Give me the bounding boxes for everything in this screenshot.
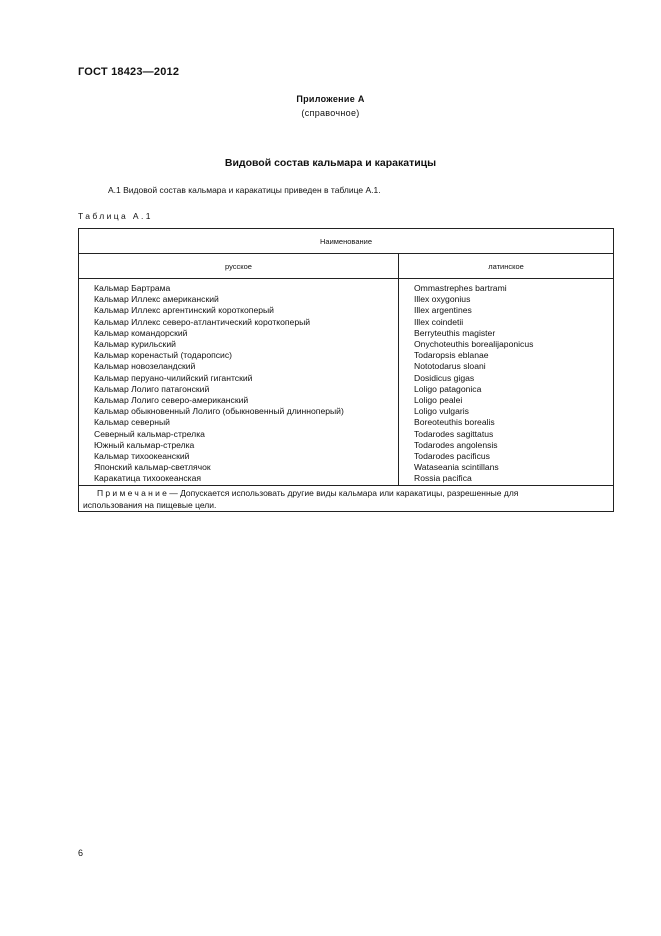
note-label: Примечание — [97, 488, 170, 498]
table-row-latin: Todarodes pacificus — [414, 451, 490, 462]
appendix-title: Приложение А — [296, 94, 365, 104]
table-row-latin: Loligo patagonica — [414, 383, 482, 394]
table-row-russian: Кальмар Иллекс аргентинский короткоперый — [94, 305, 274, 316]
table-row-latin: Illex argentines — [414, 305, 472, 316]
table-caption: Таблица А.1 — [78, 211, 153, 221]
table-row-latin: Ommastrephes bartrami — [414, 283, 507, 293]
table-row-russian: Кальмар Иллекс американский — [94, 294, 219, 305]
table-row-russian: Кальмар Бартрама — [94, 283, 171, 293]
table-row-latin: Illex coindetii — [414, 316, 464, 327]
table-row-russian: Кальмар обыкновенный Лолиго (обыкновенный длинноперый) — [94, 406, 344, 417]
table-row-russian: Кальмар северный — [94, 417, 170, 428]
appendix-subtitle: (справочное) — [301, 108, 360, 118]
latin-names-list — [414, 283, 533, 485]
table-row-latin: Rossia pacifica — [414, 473, 472, 484]
table-row-russian: Кальмар Лолиго северо-американский — [94, 395, 249, 406]
table-row-latin: Wataseania scintillans — [414, 462, 499, 473]
table-row-russian: Японский кальмар-светлячок — [94, 462, 211, 473]
table-row-latin: Illex oxygonius — [414, 294, 471, 305]
table-row-latin: Todaropsis eblanae — [414, 350, 489, 361]
table-row-russian: Кальмар командорский — [94, 327, 188, 338]
table-row-latin: Todarodes sagittatus — [414, 428, 494, 439]
table-row-russian: Северный кальмар-стрелка — [94, 428, 205, 439]
russian-names-list — [94, 283, 344, 485]
table-row-russian: Каракатица тихоокеанская — [94, 473, 202, 484]
latin-names-column — [399, 279, 613, 485]
table-row-russian: Кальмар курильский — [94, 339, 176, 350]
species-table — [78, 228, 614, 512]
table-row-russian: Кальмар тихоокеанский — [94, 451, 190, 462]
table-row-latin: Berryteuthis magister — [414, 327, 496, 338]
note-first-line — [83, 488, 607, 500]
table-row-russian: Кальмар новозеландский — [94, 361, 196, 372]
table-header-name: Наименование — [79, 229, 613, 254]
table-row-latin: Boreoteuthis borealis — [414, 417, 495, 428]
table-row-russian: Кальмар перуано-чилийский гигантский — [94, 372, 253, 383]
table-row-latin: Dosidicus gigas — [414, 372, 475, 383]
table-row-latin: Loligo vulgaris — [414, 406, 469, 417]
table-row-russian: Кальмар Иллекс северо-атлантический короткоперый — [94, 316, 311, 327]
table-row-latin: Nototodarus sloani — [414, 361, 486, 372]
russian-names-column — [79, 279, 399, 485]
table-row-latin: Loligo pealei — [414, 395, 463, 406]
table-row-latin: Onychoteuthis borealijaponicus — [414, 339, 534, 350]
table-row-russian: Кальмар Лолиго патагонский — [94, 383, 210, 394]
page-number: 6 — [78, 848, 84, 858]
intro-paragraph: А.1 Видовой состав кальмара и каракатицы приведен в таблице А.1. — [108, 185, 381, 195]
table-note — [79, 485, 613, 511]
table-row-latin: Todarodes angolensis — [414, 439, 498, 450]
table-row-russian: Кальмар коренастый (тодаропсис) — [94, 350, 233, 361]
table-header-latin: латинское — [399, 254, 613, 279]
section-heading: Видовой состав кальмара и каракатицы — [224, 157, 437, 169]
table-header-russian: русское — [79, 254, 399, 279]
note-text-line2: использования на пищевые цели. — [83, 499, 217, 510]
standard-code: ГОСТ 18423—2012 — [78, 66, 180, 78]
note-text-line1: — Допускается использовать другие виды кальмара или каракатицы, разрешенные для — [169, 488, 519, 498]
table-row-russian: Южный кальмар-стрелка — [94, 439, 195, 450]
